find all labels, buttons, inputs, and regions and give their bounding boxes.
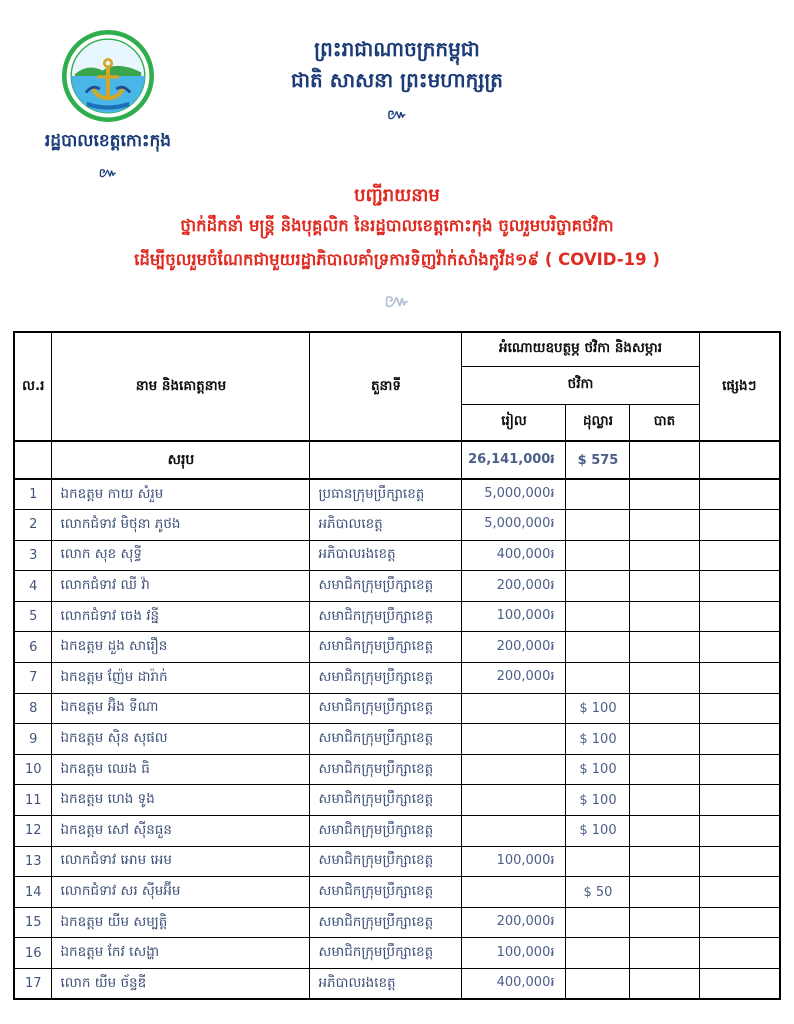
dollar-amount-cell (566, 846, 630, 877)
name-cell: ឯកឧត្តម អ៊ិង ទីណា (52, 693, 310, 724)
table-row (14, 724, 780, 755)
col-header-riel: រៀល (462, 404, 566, 441)
name-cell: ឯកឧត្តម ញ៉ែម ដារ៉ាក់ (52, 663, 310, 694)
riel-amount-cell: 200,000៛ (462, 571, 566, 602)
position-cell: សមាជិកក្រុមប្រឹក្សាខេត្ត (310, 693, 462, 724)
other-cell (699, 938, 780, 969)
table-row (14, 540, 780, 571)
other-cell (699, 907, 780, 938)
dollar-amount-cell (566, 510, 630, 541)
riel-amount-cell: 400,000៛ (462, 540, 566, 571)
position-cell: សមាជិកក្រុមប្រឹក្សាខេត្ត (310, 663, 462, 694)
col-header-budget: ថវិកា (462, 366, 699, 404)
row-number-cell: 16 (14, 938, 52, 969)
baht-amount-cell (630, 693, 699, 724)
name-cell: លោកជំទាវ សរ ស៊ីមអ៊ីម (52, 877, 310, 908)
other-cell (699, 632, 780, 663)
riel-amount-cell: 100,000៛ (462, 601, 566, 632)
dollar-amount-cell (566, 601, 630, 632)
name-cell: លោក យីម ច័ន្ទឌី (52, 969, 310, 1000)
name-cell: ឯកឧត្តម ដួង សារឿន (52, 632, 310, 663)
total-other-cell (699, 441, 780, 479)
name-cell: លោក សុខ សុទ្ធី (52, 540, 310, 571)
baht-amount-cell (630, 663, 699, 694)
row-number-cell: 7 (14, 663, 52, 694)
baht-amount-cell (630, 969, 699, 1000)
dollar-amount-cell: $ 100 (566, 785, 630, 816)
total-baht-cell (630, 441, 699, 479)
other-cell (699, 693, 780, 724)
riel-amount-cell (462, 816, 566, 847)
riel-amount-cell (462, 785, 566, 816)
name-cell: ឯកឧត្តម កែវ សេង្ហា (52, 938, 310, 969)
kingdom-motto-block (0, 34, 794, 126)
other-cell (699, 969, 780, 1000)
name-cell: ឯកឧត្តម ហេង ទូង (52, 785, 310, 816)
name-cell: ឯកឧត្តម ស៊ិន សុផល (52, 724, 310, 755)
kingdom-motto: ជាតិ សាសនា ព្រះមហាក្សត្រ (291, 68, 503, 92)
baht-amount-cell (630, 571, 699, 602)
other-cell (699, 816, 780, 847)
other-cell (699, 601, 780, 632)
document-title: បញ្ជីរាយនាម (354, 185, 440, 206)
riel-amount-cell (462, 754, 566, 785)
name-cell: លោកជំទាវ ចេង វន្នី (52, 601, 310, 632)
total-row (14, 441, 780, 479)
position-cell: សមាជិកក្រុមប្រឹក្សាខេត្ត (310, 724, 462, 755)
total-label-cell: សរុប (52, 441, 310, 479)
table-row (14, 938, 780, 969)
col-header-donation-group: អំណោយឧបត្ថម្ភ ថវិកា និងសម្ភារ (462, 332, 699, 366)
position-cell: សមាជិកក្រុមប្រឹក្សាខេត្ត (310, 601, 462, 632)
position-cell: សមាជិកក្រុមប្រឹក្សាខេត្ត (310, 938, 462, 969)
position-cell: សមាជិកក្រុមប្រឹក្សាខេត្ត (310, 785, 462, 816)
baht-amount-cell (630, 632, 699, 663)
name-cell: លោកជំទាវ មិថុនា ភូថង (52, 510, 310, 541)
dollar-amount-cell (566, 907, 630, 938)
position-cell: អភិបាលខេត្ត (310, 510, 462, 541)
row-number-cell: 2 (14, 510, 52, 541)
row-number-cell: 15 (14, 907, 52, 938)
baht-amount-cell (630, 907, 699, 938)
table-row (14, 969, 780, 1000)
total-riel-cell: 26,141,000៛ (462, 441, 566, 479)
position-cell: សមាជិកក្រុមប្រឹក្សាខេត្ត (310, 632, 462, 663)
dollar-amount-cell (566, 938, 630, 969)
col-header-dollar: ដុល្លារ (566, 404, 630, 441)
position-cell: អភិបាលរងខេត្ត (310, 969, 462, 1000)
kingdom-title: ព្រះរាជាណាចក្រកម្ពុជា (314, 37, 480, 61)
row-number-cell: 5 (14, 601, 52, 632)
col-header-other: ផ្សេងៗ (699, 332, 780, 441)
dollar-amount-cell (566, 540, 630, 571)
row-number-cell: 11 (14, 785, 52, 816)
dollar-amount-cell (566, 571, 630, 602)
col-header-name: នាម និងគោត្តនាម (52, 332, 310, 441)
baht-amount-cell (630, 877, 699, 908)
riel-amount-cell: 100,000៛ (462, 938, 566, 969)
riel-amount-cell: 200,000៛ (462, 907, 566, 938)
dollar-amount-cell: $ 50 (566, 877, 630, 908)
table-row (14, 816, 780, 847)
riel-amount-cell: 5,000,000៛ (462, 510, 566, 541)
riel-amount-cell: 5,000,000៛ (462, 479, 566, 510)
table-row (14, 510, 780, 541)
riel-amount-cell (462, 877, 566, 908)
document-subtitle-line2: ដើម្បីចូលរួមចំណែកជាមួយរដ្ឋាភិបាលគាំទ្រការទិញវ៉ាក់សាំងកូវីដ១៩ ( COVID-19 ) (134, 250, 660, 269)
dollar-amount-cell: $ 100 (566, 724, 630, 755)
row-number-cell: 6 (14, 632, 52, 663)
row-number-cell: 13 (14, 846, 52, 877)
name-cell: លោកជំទាវ អោម អេម (52, 846, 310, 877)
riel-amount-cell: 400,000៛ (462, 969, 566, 1000)
total-position-cell (310, 441, 462, 479)
other-cell (699, 846, 780, 877)
riel-amount-cell (462, 724, 566, 755)
position-cell: សមាជិកក្រុមប្រឹក្សាខេត្ត (310, 571, 462, 602)
total-dollar-cell: $ 575 (566, 441, 630, 479)
total-no-cell (14, 441, 52, 479)
position-cell: អភិបាលរងខេត្ត (310, 540, 462, 571)
baht-amount-cell (630, 601, 699, 632)
table-row (14, 632, 780, 663)
baht-amount-cell (630, 510, 699, 541)
table-row (14, 877, 780, 908)
other-cell (699, 754, 780, 785)
table-row (14, 479, 780, 510)
row-number-cell: 4 (14, 571, 52, 602)
name-cell: ឯកឧត្តម កាយ សំរួម (52, 479, 310, 510)
table-body (14, 441, 780, 999)
document-title-block (0, 183, 794, 316)
table-row (14, 907, 780, 938)
row-number-cell: 1 (14, 479, 52, 510)
table-row (14, 754, 780, 785)
row-number-cell: 9 (14, 724, 52, 755)
dollar-amount-cell: $ 100 (566, 693, 630, 724)
name-cell: លោកជំទាវ ឈី វ៉ា (52, 571, 310, 602)
document-subtitle-line1: ថ្នាក់ដឹកនាំ មន្ត្រី និងបុគ្គលិក នៃរដ្ឋបាលខេត្តកោះកុង ចូលរួមបរិច្ចាគថវិកា (180, 216, 614, 235)
col-header-no: ល.រ (14, 332, 52, 441)
other-cell (699, 877, 780, 908)
administration-title: រដ្ឋបាលខេត្តកោះកុង (44, 131, 172, 151)
position-cell: សមាជិកក្រុមប្រឹក្សាខេត្ត (310, 846, 462, 877)
table-row (14, 693, 780, 724)
col-header-baht: បាត (630, 404, 699, 441)
row-number-cell: 12 (14, 816, 52, 847)
other-cell (699, 663, 780, 694)
riel-amount-cell: 200,000៛ (462, 663, 566, 694)
name-cell: ឯកឧត្តម សៅ ស៊ីនធួន (52, 816, 310, 847)
baht-amount-cell (630, 816, 699, 847)
position-cell: សមាជិកក្រុមប្រឹក្សាខេត្ត (310, 877, 462, 908)
row-number-cell: 14 (14, 877, 52, 908)
name-cell: ឯកឧត្តម យីម សម្បត្តិ (52, 907, 310, 938)
dollar-amount-cell: $ 100 (566, 754, 630, 785)
riel-amount-cell (462, 693, 566, 724)
donation-table (13, 331, 781, 1000)
baht-amount-cell (630, 479, 699, 510)
position-cell: សមាជិកក្រុមប្រឹក្សាខេត្ត (310, 907, 462, 938)
row-number-cell: 17 (14, 969, 52, 1000)
dollar-amount-cell (566, 632, 630, 663)
baht-amount-cell (630, 846, 699, 877)
position-cell: ប្រធានក្រុមប្រឹក្សាខេត្ត (310, 479, 462, 510)
ornament-divider-icon: ៚ (387, 107, 407, 123)
position-cell: សមាជិកក្រុមប្រឹក្សាខេត្ត (310, 754, 462, 785)
row-number-cell: 3 (14, 540, 52, 571)
table-row (14, 846, 780, 877)
baht-amount-cell (630, 754, 699, 785)
dollar-amount-cell: $ 100 (566, 816, 630, 847)
other-cell (699, 785, 780, 816)
other-cell (699, 571, 780, 602)
table-row (14, 785, 780, 816)
riel-amount-cell: 100,000៛ (462, 846, 566, 877)
table-header (14, 332, 780, 441)
other-cell (699, 510, 780, 541)
position-cell: សមាជិកក្រុមប្រឹក្សាខេត្ត (310, 816, 462, 847)
baht-amount-cell (630, 785, 699, 816)
baht-amount-cell (630, 540, 699, 571)
ornament-divider-icon: ៚ (98, 165, 118, 181)
name-cell: ឯកឧត្តម ឈេង ធិ (52, 754, 310, 785)
other-cell (699, 724, 780, 755)
dollar-amount-cell (566, 969, 630, 1000)
baht-amount-cell (630, 938, 699, 969)
dollar-amount-cell (566, 479, 630, 510)
row-number-cell: 8 (14, 693, 52, 724)
dollar-amount-cell (566, 663, 630, 694)
ornament-divider-icon: ៚ (384, 291, 410, 312)
other-cell (699, 479, 780, 510)
table-row (14, 601, 780, 632)
table-row (14, 663, 780, 694)
col-header-position: តួនាទី (310, 332, 462, 441)
table-row (14, 571, 780, 602)
baht-amount-cell (630, 724, 699, 755)
other-cell (699, 540, 780, 571)
riel-amount-cell: 200,000៛ (462, 632, 566, 663)
row-number-cell: 10 (14, 754, 52, 785)
donation-table-wrap (0, 331, 794, 1000)
